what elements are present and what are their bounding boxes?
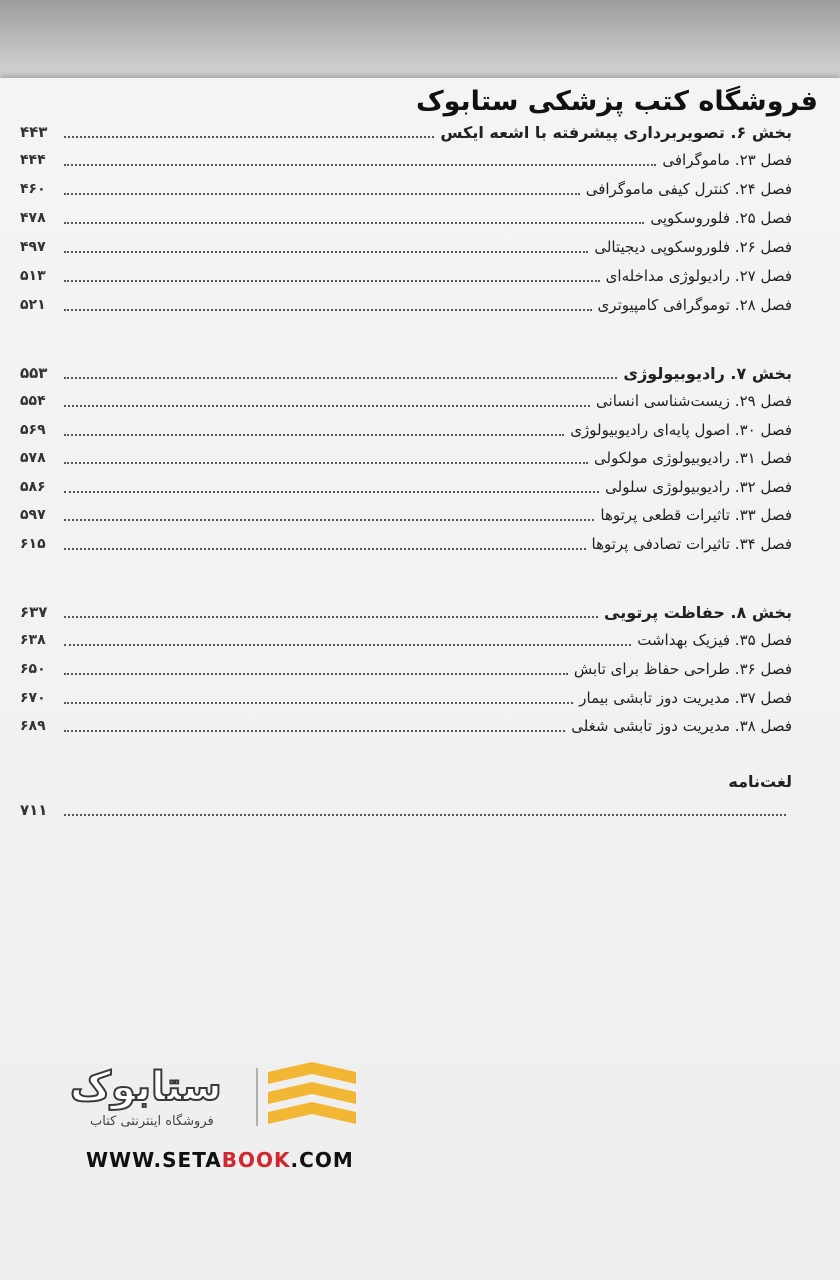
toc-page-number: ۶۳۷ [20,603,48,621]
toc-chapter-row [20,657,792,681]
toc-title: فصل ۲۳. ماموگرافی [662,151,792,169]
toc-title: فصل ۲۵. فلوروسکوپی [650,209,792,227]
toc-chapter-row [20,532,792,556]
toc-leader-dots [64,644,631,646]
toc-title: فصل ۲۸. توموگرافی کامپیوتری [597,296,792,314]
logo-tagline: فروشگاه اینترنتی کتاب [90,1114,214,1129]
toc-chapter-row [20,148,792,172]
toc-leader-dots [64,519,594,521]
toc-page-number: ۷۱۱ [20,801,48,819]
toc-page-number: ۶۸۹ [20,718,46,734]
toc-title: فصل ۲۹. زیست‌شناسی انسانی [596,392,792,410]
toc-page-number: ۶۱۵ [20,536,46,552]
book-stack-icon [268,1062,356,1132]
toc-leader-dots [64,491,599,493]
toc-leader-dots [64,673,568,675]
toc-leader-dots [64,164,656,166]
toc-title: فصل ۳۳. تاثیرات قطعی پرتوها [600,506,792,524]
toc-page-number: ۵۸۶ [20,479,46,495]
toc-chapter-row [20,177,792,201]
toc-page-number: ۵۱۳ [20,268,46,284]
toc-chapter-row [20,446,792,470]
toc-chapter-row [20,293,792,317]
toc-title: فصل ۳۴. تاثیرات تصادفی پرتوها [591,535,792,553]
toc-title: فصل ۲۴. کنترل کیفی ماموگرافی [585,180,792,198]
toc-page-number: ۴۹۷ [20,239,46,255]
store-title: فروشگاه کتب پزشکی ستابوک [415,86,818,117]
toc-leader-dots [64,814,786,816]
toc-title: فصل ۳۸. مدیریت دوز تابشی شغلی [571,717,792,735]
toc-page-number: ۶۵۰ [20,661,46,677]
toc-page-number: ۵۵۳ [20,364,48,382]
toc-page-number: ۶۷۰ [20,690,46,706]
toc-title: فصل ۳۱. رادیوبیولوژی مولکولی [594,449,792,467]
toc-leader-dots [64,616,598,618]
toc-leader-dots [64,280,600,282]
toc-chapter-row [20,686,792,710]
toc-section-row [20,600,792,624]
toc-section-row [20,361,792,385]
toc-chapter-row [20,206,792,230]
website-url[interactable] [86,1148,354,1172]
url-part-accent: BOOK [221,1148,291,1172]
toc-page-number: ۴۴۳ [20,123,48,141]
toc-page-number: ۴۴۴ [20,152,46,168]
toc-chapter-row [20,264,792,288]
toc-title: لغت‌نامه [728,771,792,791]
toc-leader-dots [64,222,644,224]
toc-leader-dots [64,377,617,379]
toc-chapter-row [20,714,792,738]
toc-page-number: ۵۹۷ [20,507,46,523]
toc-page-number: ۵۶۹ [20,422,46,438]
toc-title: فصل ۳۷. مدیریت دوز تابشی بیمار [579,689,792,707]
toc-section-row [20,798,792,822]
toc-leader-dots [64,462,588,464]
url-part-1: WWW.SETA [86,1148,222,1172]
toc-page-number: ۶۳۸ [20,632,46,648]
url-part-2: .COM [290,1148,354,1172]
toc-glossary-title-row [20,769,792,793]
toc-section-row [20,120,792,144]
toc-chapter-row [20,418,792,442]
toc-chapter-row [20,503,792,527]
toc-page-number: ۵۲۱ [20,297,46,313]
toc-title: فصل ۳۵. فیزیک بهداشت [637,631,792,649]
toc-title: فصل ۳۶. طراحی حفاظ برای تابش [573,660,792,678]
toc-page-number: ۴۷۸ [20,210,46,226]
toc-leader-dots [64,193,580,195]
toc-title: بخش ۷. رادیوبیولوژی [623,363,792,383]
toc-page-number: ۵۷۸ [20,450,46,466]
toc-title: بخش ۶. تصویربرداری پیشرفته با اشعه ایکس [440,122,792,142]
toc-leader-dots [64,434,564,436]
toc-title: فصل ۲۷. رادیولوژی مداخله‌ای [605,267,792,285]
toc-leader-dots [64,702,573,704]
toc-chapter-row [20,389,792,413]
toc-leader-dots [64,136,434,138]
toc-chapter-row [20,235,792,259]
toc-leader-dots [64,251,588,253]
logo-divider [256,1068,258,1126]
toc-chapter-row [20,628,792,652]
toc-leader-dots [64,548,586,550]
toc-chapter-row [20,475,792,499]
toc-title: فصل ۳۲. رادیوبیولوژی سلولی [605,478,792,496]
logo-wordmark: ستابوک [70,1064,222,1110]
toc-title: فصل ۲۶. فلوروسکوپی دیجیتالی [594,238,792,256]
toc-leader-dots [64,405,590,407]
toc-page-number: ۵۵۴ [20,393,46,409]
toc-leader-dots [64,309,592,311]
toc-page-number: ۴۶۰ [20,181,46,197]
toc-title: فصل ۳۰. اصول پایه‌ای رادیوبیولوژی [570,421,792,439]
toc-title: بخش ۸. حفاظت پرتویی [604,602,792,622]
toc-leader-dots [64,730,565,732]
